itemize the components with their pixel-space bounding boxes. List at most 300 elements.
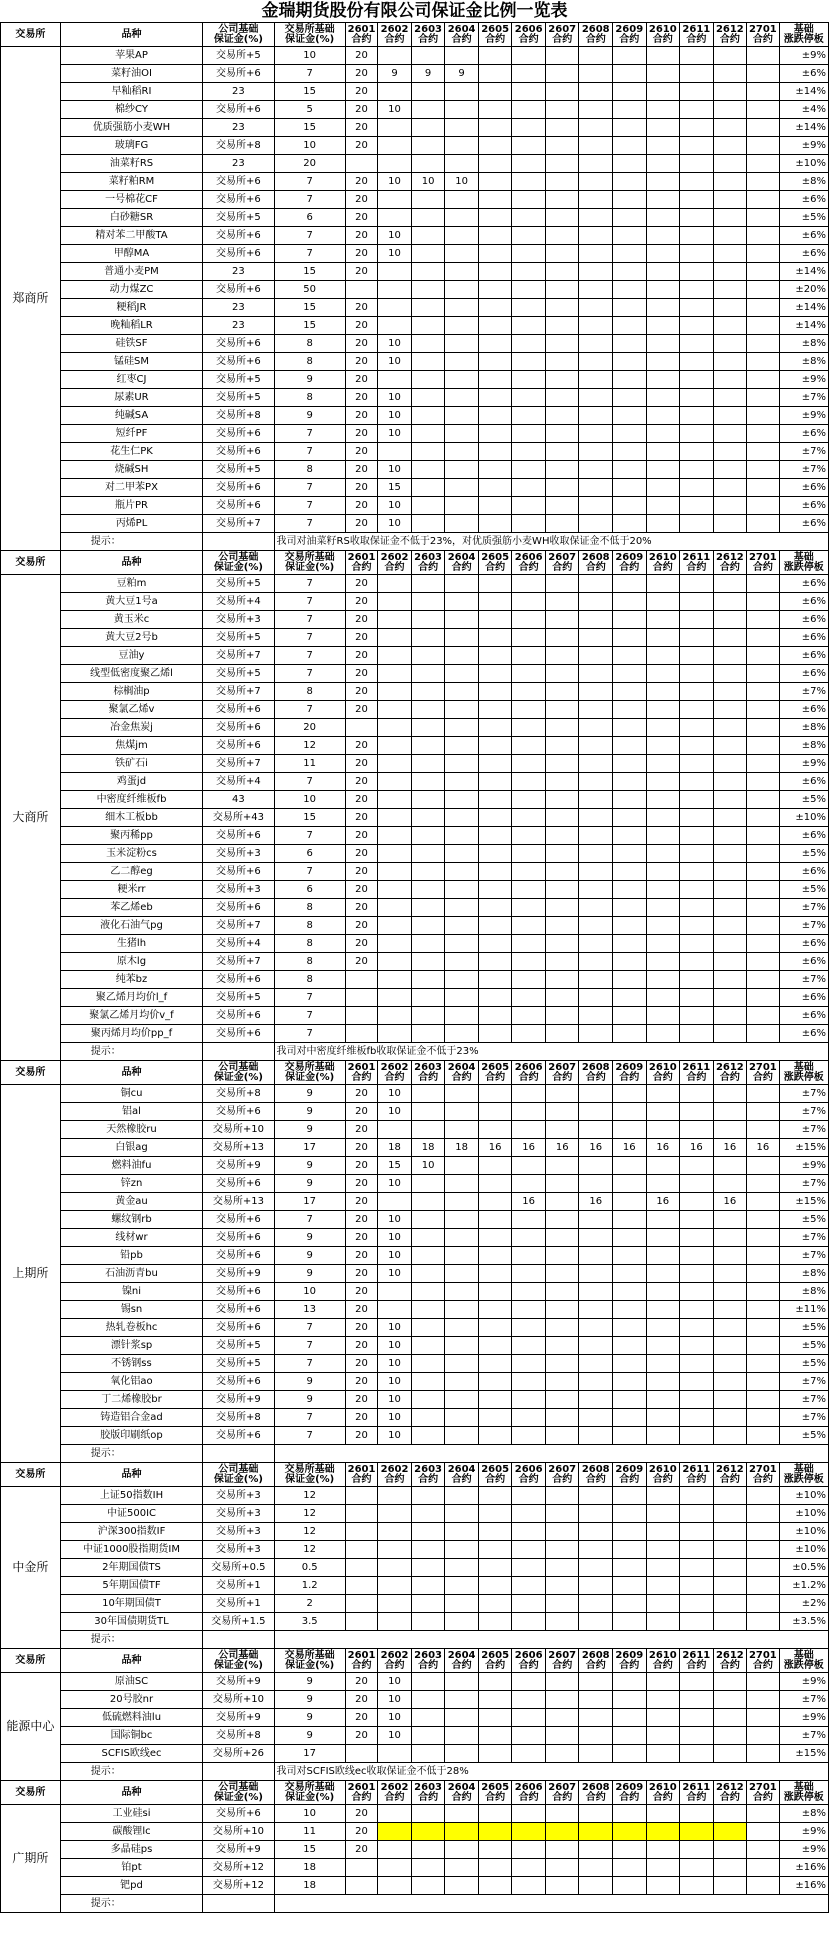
month-cell — [646, 737, 680, 755]
month-cell — [613, 1577, 647, 1595]
header-month-2602: 2602 合约 — [378, 1781, 412, 1805]
month-cell — [445, 227, 479, 245]
month-cell — [445, 389, 479, 407]
month-cell — [646, 953, 680, 971]
limit-cell: ±9% — [779, 371, 828, 389]
month-cell: 20 — [345, 1103, 377, 1121]
month-cell — [512, 917, 546, 935]
month-cell — [747, 65, 779, 83]
month-cell — [512, 611, 546, 629]
limit-cell: ±5% — [779, 1319, 828, 1337]
variety-cell: 螺纹钢rb — [60, 1211, 203, 1229]
month-cell — [545, 701, 579, 719]
month-cell: 18 — [445, 1139, 479, 1157]
month-cell — [646, 845, 680, 863]
month-cell — [747, 755, 779, 773]
month-cell — [680, 47, 714, 65]
month-cell — [613, 1373, 647, 1391]
limit-cell: ±6% — [779, 647, 828, 665]
exchange-margin-cell: 9 — [274, 407, 345, 425]
month-cell — [478, 65, 512, 83]
month-cell — [713, 335, 747, 353]
company-margin-cell: 交易所+9 — [203, 1391, 274, 1409]
limit-cell: ±5% — [779, 845, 828, 863]
header-limit: 基础 涨跌停板 — [779, 23, 828, 47]
month-cell — [411, 119, 445, 137]
month-cell — [747, 701, 779, 719]
month-cell — [646, 1391, 680, 1409]
month-cell — [579, 1265, 613, 1283]
month-cell — [613, 1559, 647, 1577]
month-cell — [545, 1613, 579, 1631]
month-cell — [646, 719, 680, 737]
month-cell: 20 — [345, 755, 377, 773]
exchange-margin-cell: 0.5 — [274, 1559, 345, 1577]
header-month-2605: 2605 合约 — [478, 1061, 512, 1085]
limit-cell: ±8% — [779, 1283, 828, 1301]
variety-cell: 上证50指数IH — [60, 1487, 203, 1505]
variety-cell: 晚籼稻LR — [60, 317, 203, 335]
month-cell — [512, 65, 546, 83]
month-cell: 15 — [378, 479, 412, 497]
month-cell — [378, 989, 412, 1007]
month-cell — [512, 443, 546, 461]
month-cell — [478, 209, 512, 227]
limit-cell: ±6% — [779, 1025, 828, 1043]
month-cell — [512, 173, 546, 191]
month-cell — [512, 317, 546, 335]
month-cell — [646, 335, 680, 353]
exchange-margin-cell: 50 — [274, 281, 345, 299]
month-cell — [378, 665, 412, 683]
hint-label: 提示： — [60, 1895, 203, 1913]
table-row — [1, 1595, 829, 1613]
month-cell — [545, 1505, 579, 1523]
month-cell — [747, 773, 779, 791]
month-cell — [411, 1121, 445, 1139]
variety-cell: 中密度纤维板fb — [60, 791, 203, 809]
company-margin-cell: 交易所+5 — [203, 389, 274, 407]
header-month-2605: 2605 合约 — [478, 1463, 512, 1487]
company-margin-cell: 23 — [203, 119, 274, 137]
month-cell — [747, 1175, 779, 1193]
month-cell: 20 — [345, 827, 377, 845]
month-cell — [478, 1673, 512, 1691]
variety-cell: 铜cu — [60, 1085, 203, 1103]
limit-cell: ±7% — [779, 389, 828, 407]
table-row — [1, 917, 829, 935]
month-cell — [713, 773, 747, 791]
month-cell — [680, 497, 714, 515]
month-cell — [411, 953, 445, 971]
month-cell — [512, 1103, 546, 1121]
month-cell — [345, 1559, 377, 1577]
limit-cell: ±6% — [779, 515, 828, 533]
month-cell — [545, 1595, 579, 1613]
exchange-margin-cell: 7 — [274, 1427, 345, 1445]
header-company-margin: 公司基础 保证金(%) — [203, 1649, 274, 1673]
variety-cell: 线材wr — [60, 1229, 203, 1247]
company-margin-cell: 交易所+6 — [203, 281, 274, 299]
month-cell — [680, 1523, 714, 1541]
month-cell — [713, 791, 747, 809]
month-cell — [579, 1319, 613, 1337]
table-row — [1, 101, 829, 119]
table-row — [1, 647, 829, 665]
month-cell — [680, 1559, 714, 1577]
month-cell — [478, 1613, 512, 1631]
month-cell — [713, 827, 747, 845]
month-cell — [579, 755, 613, 773]
company-margin-cell: 交易所+5 — [203, 665, 274, 683]
month-cell — [713, 1505, 747, 1523]
table-row — [1, 425, 829, 443]
exchange-margin-cell: 10 — [274, 791, 345, 809]
company-margin-cell: 交易所+12 — [203, 1877, 274, 1895]
header-exchange-margin: 交易所基础 保证金(%) — [274, 1463, 345, 1487]
month-cell — [713, 1175, 747, 1193]
month-cell — [478, 1745, 512, 1763]
month-cell — [680, 665, 714, 683]
month-cell — [613, 1523, 647, 1541]
month-cell — [545, 497, 579, 515]
variety-cell: 10年期国债T — [60, 1595, 203, 1613]
header-month-2610: 2610 合约 — [646, 1463, 680, 1487]
month-cell — [411, 209, 445, 227]
header-month-2607: 2607 合约 — [545, 551, 579, 575]
month-cell — [713, 497, 747, 515]
month-cell — [545, 1709, 579, 1727]
table-row — [1, 1505, 829, 1523]
month-cell — [613, 575, 647, 593]
month-cell — [747, 1193, 779, 1211]
month-cell — [713, 953, 747, 971]
month-cell — [545, 1577, 579, 1595]
month-cell — [545, 335, 579, 353]
month-cell: 20 — [345, 1265, 377, 1283]
header-month-2611: 2611 合约 — [680, 551, 714, 575]
month-cell — [747, 407, 779, 425]
month-cell: 20 — [345, 191, 377, 209]
exchange-margin-cell: 7 — [274, 665, 345, 683]
month-cell — [713, 1487, 747, 1505]
header-month-2610: 2610 合约 — [646, 551, 680, 575]
month-cell — [747, 989, 779, 1007]
month-cell — [478, 1247, 512, 1265]
month-cell — [613, 1247, 647, 1265]
header-month-2602: 2602 合约 — [378, 23, 412, 47]
table-row — [1, 1409, 829, 1427]
month-cell — [579, 791, 613, 809]
month-cell — [680, 227, 714, 245]
header-month-2607: 2607 合约 — [545, 1649, 579, 1673]
hint-row — [1, 1763, 829, 1781]
month-cell — [512, 83, 546, 101]
month-cell — [747, 425, 779, 443]
month-cell — [411, 629, 445, 647]
month-cell: 20 — [345, 917, 377, 935]
month-cell: 9 — [378, 65, 412, 83]
month-cell — [411, 1085, 445, 1103]
month-cell: 20 — [345, 701, 377, 719]
month-cell — [478, 137, 512, 155]
month-cell — [378, 719, 412, 737]
month-cell: 10 — [378, 1103, 412, 1121]
month-cell: 20 — [345, 65, 377, 83]
month-cell — [579, 65, 613, 83]
month-cell — [512, 1157, 546, 1175]
table-row — [1, 953, 829, 971]
company-margin-cell: 交易所+3 — [203, 1523, 274, 1541]
month-cell: 20 — [345, 647, 377, 665]
month-cell — [713, 191, 747, 209]
limit-cell: ±6% — [779, 989, 828, 1007]
month-cell — [512, 1121, 546, 1139]
exchange-margin-cell: 7 — [274, 1409, 345, 1427]
company-margin-cell: 交易所+7 — [203, 683, 274, 701]
month-cell — [478, 1007, 512, 1025]
variety-cell: 氧化铝ao — [60, 1373, 203, 1391]
table-row — [1, 935, 829, 953]
month-cell — [646, 611, 680, 629]
header-month-2612: 2612 合约 — [713, 23, 747, 47]
month-cell — [579, 263, 613, 281]
exchange-margin-cell: 8 — [274, 683, 345, 701]
table-row — [1, 299, 829, 317]
month-cell — [411, 1541, 445, 1559]
header-exchange: 交易所 — [1, 1649, 61, 1673]
month-cell — [579, 1577, 613, 1595]
month-cell — [680, 1673, 714, 1691]
month-cell — [646, 809, 680, 827]
month-cell: 16 — [747, 1139, 779, 1157]
variety-cell: 丙烯PL — [60, 515, 203, 533]
month-cell — [411, 935, 445, 953]
limit-cell: ±7% — [779, 1175, 828, 1193]
exchange-margin-cell: 6 — [274, 209, 345, 227]
company-margin-cell: 交易所+12 — [203, 1859, 274, 1877]
exchange-margin-cell: 7 — [274, 425, 345, 443]
month-cell — [545, 389, 579, 407]
limit-cell: ±7% — [779, 1727, 828, 1745]
header-month-2605: 2605 合约 — [478, 551, 512, 575]
variety-cell: 热轧卷板hc — [60, 1319, 203, 1337]
exchange-margin-cell: 20 — [274, 719, 345, 737]
month-cell — [613, 647, 647, 665]
month-cell — [445, 155, 479, 173]
month-cell — [680, 281, 714, 299]
hint-label: 提示： — [60, 1043, 203, 1061]
limit-cell: ±7% — [779, 683, 828, 701]
limit-cell: ±10% — [779, 1487, 828, 1505]
month-cell — [411, 155, 445, 173]
exchange-margin-cell: 12 — [274, 1487, 345, 1505]
month-cell — [613, 881, 647, 899]
month-cell — [680, 755, 714, 773]
month-cell — [613, 227, 647, 245]
month-cell — [579, 137, 613, 155]
month-cell — [747, 1355, 779, 1373]
month-cell: 10 — [378, 1427, 412, 1445]
month-cell — [411, 1427, 445, 1445]
month-cell — [445, 1085, 479, 1103]
month-cell — [545, 719, 579, 737]
header-month-2610: 2610 合约 — [646, 1649, 680, 1673]
month-cell — [579, 1487, 613, 1505]
table-row — [1, 227, 829, 245]
month-cell — [713, 425, 747, 443]
month-cell — [747, 83, 779, 101]
month-cell: 10 — [378, 227, 412, 245]
table-row — [1, 1727, 829, 1745]
month-cell — [545, 1337, 579, 1355]
month-cell — [512, 737, 546, 755]
month-cell: 20 — [345, 209, 377, 227]
limit-cell: ±6% — [779, 665, 828, 683]
month-cell — [680, 1577, 714, 1595]
month-cell — [713, 683, 747, 701]
month-cell — [545, 575, 579, 593]
table-row — [1, 827, 829, 845]
month-cell — [713, 917, 747, 935]
month-cell — [579, 773, 613, 791]
month-cell — [445, 1121, 479, 1139]
month-cell: 20 — [345, 1691, 377, 1709]
month-cell — [646, 65, 680, 83]
month-cell — [747, 371, 779, 389]
month-cell — [646, 1211, 680, 1229]
month-cell — [747, 1487, 779, 1505]
month-cell — [345, 1505, 377, 1523]
month-cell — [680, 425, 714, 443]
exchange-margin-cell: 7 — [274, 863, 345, 881]
table-row — [1, 1121, 829, 1139]
month-cell — [512, 971, 546, 989]
month-cell — [478, 1823, 512, 1841]
month-cell — [680, 461, 714, 479]
month-cell — [680, 845, 714, 863]
exchange-margin-cell: 7 — [274, 515, 345, 533]
month-cell — [713, 575, 747, 593]
month-cell — [512, 1373, 546, 1391]
month-cell — [445, 263, 479, 281]
month-cell: 20 — [345, 593, 377, 611]
month-cell — [478, 1025, 512, 1043]
month-cell — [445, 407, 479, 425]
month-cell — [345, 1859, 377, 1877]
hint-label: 提示： — [60, 533, 203, 551]
month-cell: 20 — [345, 389, 377, 407]
company-margin-cell: 交易所+6 — [203, 353, 274, 371]
month-cell — [747, 1541, 779, 1559]
month-cell — [512, 701, 546, 719]
table-row — [1, 389, 829, 407]
month-cell — [545, 1157, 579, 1175]
exchange-margin-cell: 20 — [274, 155, 345, 173]
month-cell — [713, 1745, 747, 1763]
month-cell — [445, 1709, 479, 1727]
month-cell: 10 — [378, 1373, 412, 1391]
company-margin-cell: 交易所+6 — [203, 863, 274, 881]
month-cell — [680, 899, 714, 917]
month-cell — [545, 665, 579, 683]
month-cell — [478, 371, 512, 389]
limit-cell: ±5% — [779, 209, 828, 227]
month-cell — [445, 1559, 479, 1577]
month-cell — [411, 101, 445, 119]
month-cell — [445, 1505, 479, 1523]
month-cell — [713, 1157, 747, 1175]
month-cell — [713, 809, 747, 827]
month-cell — [378, 1613, 412, 1631]
month-cell: 10 — [378, 245, 412, 263]
month-cell — [545, 1541, 579, 1559]
month-cell — [613, 1175, 647, 1193]
month-cell — [378, 1301, 412, 1319]
month-cell — [613, 845, 647, 863]
table-row — [1, 443, 829, 461]
month-cell — [579, 1121, 613, 1139]
month-cell — [545, 809, 579, 827]
exchange-margin-cell: 7 — [274, 497, 345, 515]
month-cell — [646, 827, 680, 845]
month-cell: 16 — [478, 1139, 512, 1157]
month-cell — [512, 881, 546, 899]
limit-cell: ±8% — [779, 1805, 828, 1823]
month-cell — [445, 701, 479, 719]
hint-spacer — [203, 1631, 274, 1649]
month-cell — [445, 1373, 479, 1391]
company-margin-cell: 交易所+6 — [203, 1229, 274, 1247]
exchange-margin-cell: 7 — [274, 827, 345, 845]
month-cell — [378, 191, 412, 209]
month-cell — [545, 119, 579, 137]
month-cell — [613, 611, 647, 629]
header-variety: 品种 — [60, 1463, 203, 1487]
month-cell — [478, 155, 512, 173]
month-cell: 20 — [345, 1301, 377, 1319]
month-cell — [411, 317, 445, 335]
month-cell — [613, 917, 647, 935]
month-cell — [579, 1409, 613, 1427]
month-cell — [378, 1487, 412, 1505]
month-cell — [411, 1229, 445, 1247]
month-cell: 10 — [378, 1085, 412, 1103]
month-cell — [411, 1025, 445, 1043]
month-cell — [747, 1319, 779, 1337]
month-cell — [579, 1541, 613, 1559]
month-cell — [680, 611, 714, 629]
month-cell — [613, 755, 647, 773]
header-exchange-margin: 交易所基础 保证金(%) — [274, 1061, 345, 1085]
month-cell — [411, 881, 445, 899]
limit-cell: ±14% — [779, 299, 828, 317]
month-cell — [747, 881, 779, 899]
month-cell — [579, 701, 613, 719]
limit-cell: ±10% — [779, 155, 828, 173]
month-cell — [411, 1265, 445, 1283]
header-month-2612: 2612 合约 — [713, 1781, 747, 1805]
variety-cell: 中证500IC — [60, 1505, 203, 1523]
month-cell — [613, 263, 647, 281]
header-month-2606: 2606 合约 — [512, 1061, 546, 1085]
table-row — [1, 737, 829, 755]
month-cell — [512, 479, 546, 497]
month-cell — [545, 443, 579, 461]
month-cell — [747, 1859, 779, 1877]
month-cell — [411, 971, 445, 989]
month-cell — [478, 1691, 512, 1709]
